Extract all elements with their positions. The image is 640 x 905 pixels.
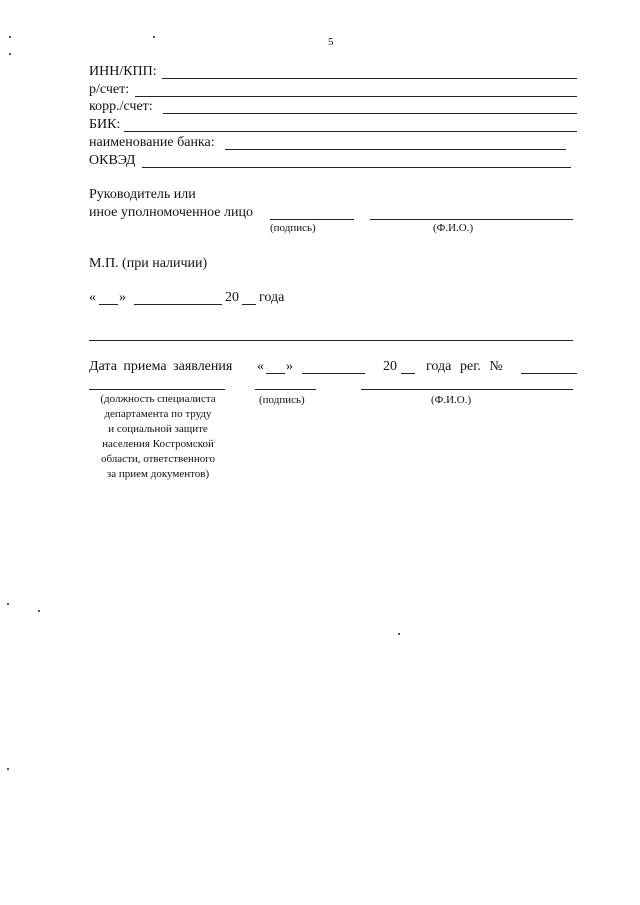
corr-account-label: корр./счет: bbox=[89, 99, 153, 114]
date-year-line[interactable] bbox=[242, 304, 256, 305]
scan-speck bbox=[153, 36, 155, 38]
receipt-year-line[interactable] bbox=[401, 373, 415, 374]
official-name-line[interactable] bbox=[361, 389, 573, 390]
date-close-quote: » bbox=[119, 290, 126, 305]
signatory-line2: иное уполномоченное лицо bbox=[89, 205, 253, 220]
date-year-suffix: года bbox=[259, 290, 285, 305]
official-name-caption: (Ф.И.О.) bbox=[431, 394, 472, 406]
official-position-caption: (должность специалиста департамента по труду и социальной защите населения Костромской области, ответственного за прием документов) bbox=[100, 393, 216, 480]
receipt-open-quote: « bbox=[257, 359, 264, 374]
signatory-name-line[interactable] bbox=[370, 219, 573, 220]
official-signature-caption: (подпись) bbox=[259, 394, 305, 406]
date-day-line[interactable] bbox=[99, 304, 118, 305]
date-year-prefix: 20 bbox=[225, 290, 239, 305]
receipt-month-line[interactable] bbox=[302, 373, 365, 374]
bik-field-line[interactable] bbox=[124, 131, 577, 132]
bik-label: БИК: bbox=[89, 117, 121, 132]
scan-speck bbox=[398, 633, 400, 635]
receipt-label: Дата приема заявления bbox=[89, 359, 233, 374]
separator-line bbox=[89, 340, 573, 341]
signatory-signature-caption: (подпись) bbox=[270, 222, 316, 234]
account-label: р/счет: bbox=[89, 82, 130, 97]
receipt-year-suffix: года bbox=[426, 359, 452, 374]
receipt-close-quote: » bbox=[286, 359, 293, 374]
scan-speck bbox=[38, 610, 40, 612]
date-month-line[interactable] bbox=[134, 304, 222, 305]
signatory-signature-line[interactable] bbox=[270, 219, 354, 220]
signatory-line1: Руководитель или bbox=[89, 187, 196, 202]
scan-speck bbox=[9, 53, 11, 55]
bank-name-label: наименование банка: bbox=[89, 135, 215, 150]
corr-account-field-line[interactable] bbox=[163, 113, 577, 114]
inn-kpp-field-line[interactable] bbox=[162, 78, 577, 79]
scan-speck bbox=[7, 768, 9, 770]
inn-kpp-label: ИНН/КПП: bbox=[89, 64, 157, 79]
okved-label: ОКВЭД bbox=[89, 153, 136, 168]
receipt-day-line[interactable] bbox=[266, 373, 285, 374]
scan-speck bbox=[9, 36, 11, 38]
receipt-reg-number-line[interactable] bbox=[521, 373, 577, 374]
okved-field-line[interactable] bbox=[142, 167, 571, 168]
stamp-label: М.П. (при наличии) bbox=[89, 256, 208, 271]
date-open-quote: « bbox=[89, 290, 96, 305]
official-position-line[interactable] bbox=[89, 389, 225, 390]
account-field-line[interactable] bbox=[135, 96, 577, 97]
official-signature-line[interactable] bbox=[255, 389, 316, 390]
page-number: 5 bbox=[328, 36, 334, 48]
bank-name-field-line[interactable] bbox=[225, 149, 566, 150]
receipt-reg-label: рег. № bbox=[460, 359, 503, 374]
signatory-name-caption: (Ф.И.О.) bbox=[433, 222, 474, 234]
scan-speck bbox=[7, 603, 9, 605]
receipt-year-prefix: 20 bbox=[383, 359, 397, 374]
